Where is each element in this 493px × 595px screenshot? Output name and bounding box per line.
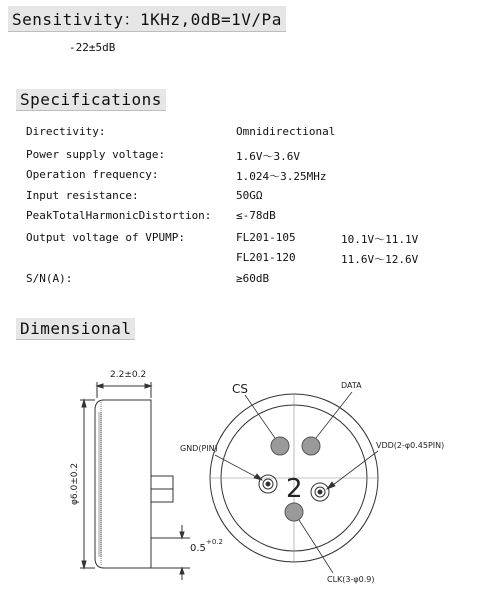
sensitivity-value: -22±5dB bbox=[69, 41, 116, 54]
spec-value: 1.6V～3.6V bbox=[236, 150, 300, 163]
spec-label: Operation frequency: bbox=[26, 168, 159, 181]
width-dimension-label: 2.2±0.2 bbox=[110, 370, 147, 380]
spec-value: FL201-120 bbox=[236, 251, 296, 264]
spec-value: ≥60dB bbox=[236, 272, 270, 285]
spec-label: Output voltage of VPUMP: bbox=[26, 231, 185, 244]
center-mark: 2 bbox=[286, 474, 303, 504]
data-pad bbox=[302, 437, 320, 455]
side-view bbox=[80, 382, 190, 580]
spec-value: 1.024～3.25MHz bbox=[236, 170, 327, 183]
spec-label: Directivity: bbox=[26, 125, 106, 138]
spec-value: FL201-105 bbox=[236, 231, 296, 244]
spec-value: Omnidirectional bbox=[236, 125, 336, 138]
pin-height-label: 0.5 bbox=[190, 543, 206, 554]
gnd-label: GND(PIN) bbox=[180, 444, 218, 453]
spec-label: PeakTotalHarmonicDistortion: bbox=[26, 209, 212, 222]
dimensional-title: Dimensional bbox=[16, 318, 135, 340]
clk-pad bbox=[285, 503, 303, 521]
vdd-label: VDD(2-φ0.45PIN) bbox=[376, 441, 445, 450]
clk-label: CLK(3-φ0.9) bbox=[327, 575, 375, 584]
cs-label: CS bbox=[232, 382, 248, 396]
spec-label: Power supply voltage: bbox=[26, 148, 166, 161]
spec-value-secondary: 10.1V～11.1V bbox=[341, 233, 419, 246]
pin-height-tolerance: +0.2 bbox=[206, 538, 223, 546]
spec-value-secondary: 11.6V～12.6V bbox=[341, 253, 419, 266]
spec-label: S/N(A): bbox=[26, 272, 73, 285]
spec-value: 50GΩ bbox=[236, 189, 263, 202]
cs-pad bbox=[271, 437, 289, 455]
specifications-title: Specifications bbox=[16, 89, 166, 111]
vdd-pin bbox=[311, 483, 329, 501]
spec-label: Input resistance: bbox=[26, 189, 139, 202]
spec-value: ≤-78dB bbox=[236, 209, 276, 222]
sensitivity-title: Sensitivity：1KHz,0dB=1V/Pa bbox=[8, 6, 286, 32]
data-label: DATA bbox=[341, 381, 362, 390]
diameter-dimension-label: φ6.0±0.2 bbox=[70, 462, 80, 505]
dimension-drawing bbox=[0, 345, 493, 595]
